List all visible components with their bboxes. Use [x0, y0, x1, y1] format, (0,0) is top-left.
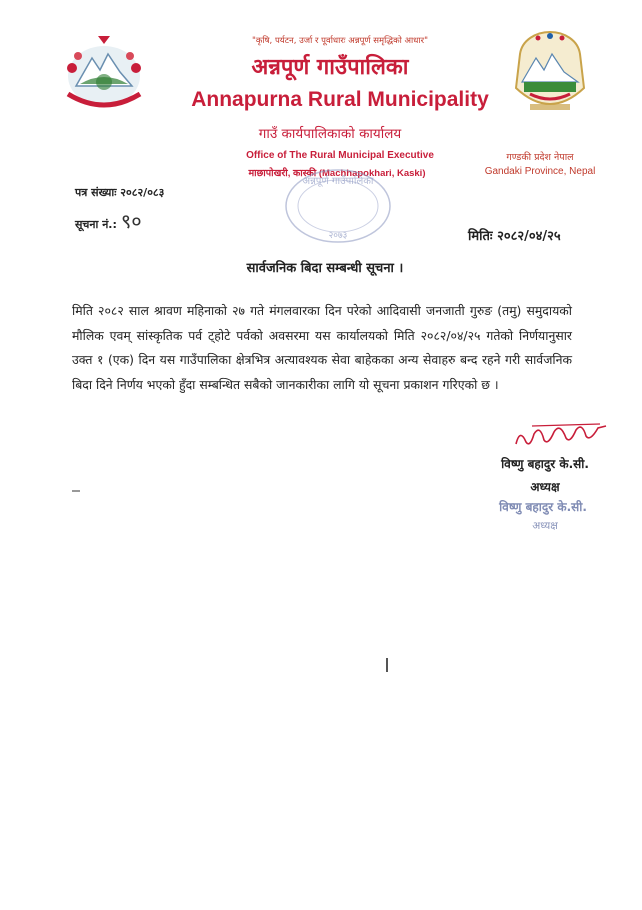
notice-number-label: सूचना नं.: — [75, 218, 117, 231]
stamp-year: २०७३ — [328, 231, 348, 241]
name-stamp-role: अध्यक्ष — [532, 520, 558, 532]
tagline: "कृषि, पर्यटन, उर्जा र पूर्वाधारः अन्नपूर्ण समृद्धिको आधार" — [251, 36, 429, 46]
office-address: माछापोखरी, कास्की (Machhapokhari, Kaski) — [248, 168, 426, 179]
notice-number-row — [75, 207, 142, 234]
municipality-title-english: Annapurna Rural Municipality — [191, 88, 489, 111]
province-nepali: गण्डकी प्रदेश नेपाल — [506, 152, 574, 163]
notice-number-value: ९० — [120, 209, 142, 233]
notice-date: मितिः २०८२/०४/२५ — [468, 229, 561, 244]
nepal-emblem-icon — [58, 32, 150, 114]
signatory-role: अध्यक्ष — [530, 480, 560, 494]
office-title-english: Office of The Rural Municipal Executive — [246, 150, 434, 161]
reference-number: पत्र संख्याः २०८२/०८३ — [75, 186, 165, 199]
name-stamp: विष्णु बहादुर के.सी. — [499, 500, 587, 514]
handwritten-signature — [512, 418, 610, 452]
municipality-title-nepali: अन्नपूर्ण गाउँपालिका — [251, 55, 409, 80]
signatory-name: विष्णु बहादुर के.सी. — [501, 457, 589, 471]
notice-body: मिति २०८२ साल श्रावण महिनाको २७ गते मंगलवारका दिन परेको आदिवासी जनजाती गुरुङ (तमु) समुदायको मौलिक एवम् सांस्कृतिक पर्व ट्होटे पर्वको अवसरमा यस कार्यालयको मिति २०८२/०४/२५ गतेको निर्णयानुसार उक्त १ (एक) दिन यस गाउँपालिका क्षेत्रभित्र अत्यावश्यक सेवा बाहेकका अन्य सेवाहरु बन्द रहने गरी सार्वजनिक बिदा दिने निर्णय भएको हुँदा सम्बन्धित सबैको जानकारीका लागि यो सूचना प्रकाशन गरिएको छ । — [72, 303, 572, 392]
scan-mark — [72, 490, 80, 492]
province-english: Gandaki Province, Nepal — [484, 166, 596, 177]
notice-subject: सार्वजनिक बिदा सम्बन्धी सूचना । — [246, 261, 404, 276]
scan-mark — [386, 658, 388, 672]
office-title-nepali: गाउँ कार्यपालिकाको कार्यालय — [258, 126, 402, 142]
office-stamp — [282, 166, 394, 246]
stamp-text: अन्नपूर्ण गाउँपालिका — [302, 176, 374, 187]
